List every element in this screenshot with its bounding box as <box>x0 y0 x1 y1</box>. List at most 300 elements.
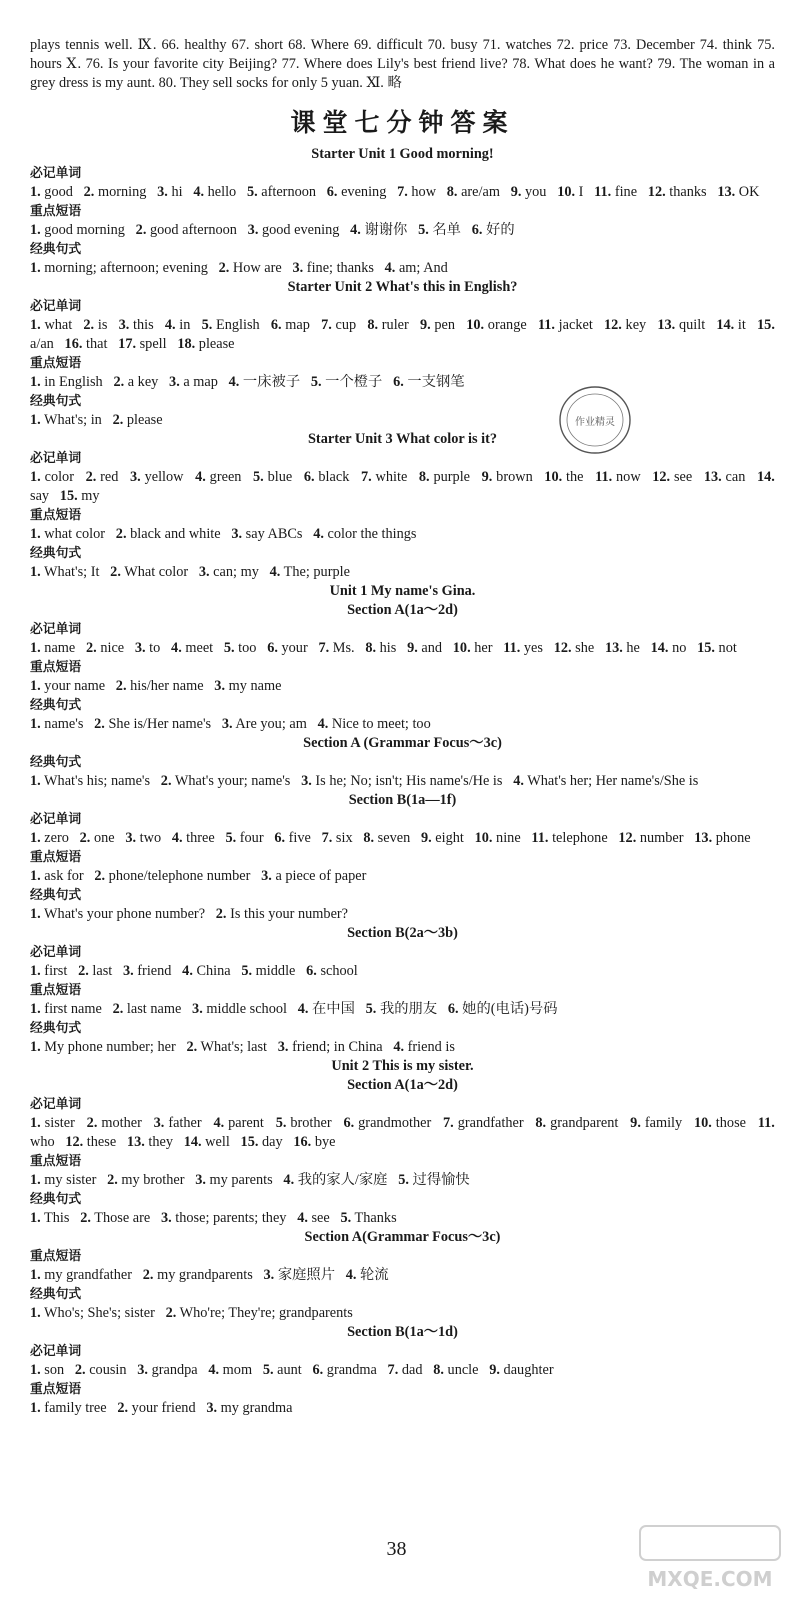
answer-text: my grandma <box>217 1400 293 1416</box>
answer-item <box>30 260 208 276</box>
answer-line <box>30 1304 775 1323</box>
answer-text: he <box>622 640 640 656</box>
answer-text: good morning <box>40 222 125 238</box>
answer-item <box>398 1172 470 1188</box>
answer-text: Nice to meet; too <box>328 716 431 732</box>
answer-item <box>267 640 308 656</box>
answer-line <box>30 563 775 582</box>
answer-text: his <box>376 640 397 656</box>
answer-item <box>216 906 348 922</box>
answer-text: please <box>123 412 163 428</box>
answer-number: 2. <box>115 678 127 694</box>
answer-text: Who's; She's; sister <box>40 1305 155 1321</box>
answer-line <box>30 259 775 278</box>
answer-line <box>30 411 775 430</box>
answer-text: five <box>285 830 311 846</box>
answer-number: 4. <box>213 1115 225 1131</box>
answer-item <box>30 1400 107 1416</box>
answer-item <box>388 1362 423 1378</box>
answer-text: fine <box>611 184 638 200</box>
answer-text: zero <box>40 830 69 846</box>
answer-number: 1. <box>30 222 41 238</box>
answer-text: who <box>30 1134 55 1150</box>
answer-number: 3. <box>221 716 233 732</box>
answer-number: 4. <box>182 963 193 979</box>
answer-item <box>648 184 707 200</box>
answer-item <box>263 1362 302 1378</box>
answer-line <box>30 677 775 696</box>
category-heading: 重点短语 <box>30 204 82 219</box>
answer-item <box>311 374 383 390</box>
answer-number: 1. <box>30 906 41 922</box>
answer-text: fine; thanks <box>303 260 374 276</box>
answer-item <box>448 1001 558 1017</box>
answer-item <box>214 678 281 694</box>
answer-number: 2. <box>115 526 127 542</box>
answer-number: 2. <box>110 564 121 580</box>
answer-text: nine <box>492 830 521 846</box>
answer-line <box>30 962 775 981</box>
answer-number: 4. <box>164 317 176 333</box>
answer-text: grandfather <box>453 1115 524 1131</box>
answer-item <box>433 1362 478 1378</box>
answer-item <box>137 1362 197 1378</box>
answer-text: hi <box>167 184 183 200</box>
answer-item <box>420 317 455 333</box>
watermark-text: MXQE.COM <box>647 1567 773 1591</box>
answer-item <box>161 1210 286 1226</box>
answer-number: 9. <box>630 1115 641 1131</box>
answer-number: 3. <box>214 678 226 694</box>
answer-item <box>30 317 72 333</box>
answer-number: 4. <box>171 830 183 846</box>
answer-number: 5. <box>253 469 264 485</box>
answer-line <box>30 183 775 202</box>
answer-number: 9. <box>407 640 418 656</box>
answer-text: a piece of paper <box>271 868 367 884</box>
answer-number: 12. <box>618 830 637 846</box>
answer-item <box>83 317 107 333</box>
answer-item <box>274 830 311 846</box>
answer-text: brown <box>492 469 533 485</box>
answer-text: Ms. <box>329 640 355 656</box>
answer-text: name's <box>40 716 84 732</box>
category-heading: 重点短语 <box>30 983 82 998</box>
answer-item <box>30 1362 64 1378</box>
answer-text: spell <box>136 336 167 352</box>
answer-number: 1. <box>30 469 41 485</box>
answer-number: 3. <box>292 260 304 276</box>
answer-text: my grandparents <box>153 1267 253 1283</box>
answer-item <box>30 526 105 542</box>
answer-line <box>30 1000 775 1019</box>
answer-text: 我的朋友 <box>376 1001 438 1017</box>
answer-text: well <box>201 1134 230 1150</box>
answer-item <box>30 184 73 200</box>
answer-number: 3. <box>195 1172 206 1188</box>
answer-number: 5. <box>310 374 322 390</box>
answer-line <box>30 867 775 886</box>
answer-text: family tree <box>40 1400 107 1416</box>
answer-text: 轮流 <box>356 1267 389 1283</box>
answer-item <box>694 1115 746 1131</box>
answer-text: Who're; They're; grandparents <box>176 1305 353 1321</box>
answer-number: 6. <box>393 374 404 390</box>
answer-item <box>219 260 282 276</box>
answer-number: 2. <box>186 1039 198 1055</box>
answer-number: 4. <box>384 260 396 276</box>
answer-number: 3. <box>261 868 272 884</box>
answer-text: What's; in <box>40 412 102 428</box>
answer-number: 12. <box>65 1134 84 1150</box>
answer-number: 9. <box>489 1362 500 1378</box>
answer-number: 2. <box>165 1305 177 1321</box>
answer-line <box>30 829 775 848</box>
answer-text: parent <box>224 1115 264 1131</box>
answer-number: 15. <box>697 640 715 656</box>
answer-item <box>135 640 160 656</box>
answer-text: grandparent <box>546 1115 619 1131</box>
answer-text: What's her; Her name's/She is <box>523 773 699 789</box>
answer-page <box>30 36 775 1418</box>
intro-paragraph: plays tennis well. Ⅸ. 66. healthy 67. short 68. Where 69. difficult 70. busy 71. watches 72. price 73. December 74. think 75. hours Ⅹ. 76. Is your favorite city Beijing? 77. Where does Lily's best friend live? 78. What does he want? 79. The woman in a grey dress is my aunt. 80. They sell socks for only 5 yuan. Ⅺ. 略 <box>30 37 775 91</box>
answer-number: 3. <box>153 1115 165 1131</box>
answer-number: 8. <box>535 1115 547 1131</box>
answer-item <box>161 773 291 789</box>
answer-number: 16. <box>293 1134 312 1150</box>
answer-number: 13. <box>717 184 736 200</box>
answer-item <box>697 640 737 656</box>
answer-number: 7. <box>443 1115 454 1131</box>
answer-text: am; And <box>395 260 448 276</box>
category-heading: 必记单词 <box>30 1344 82 1359</box>
answer-item <box>65 336 108 352</box>
answer-number: 2. <box>112 1001 124 1017</box>
answer-number: 2. <box>142 1267 154 1283</box>
answer-number: 7. <box>387 1362 399 1378</box>
answer-line <box>30 1038 775 1057</box>
answer-text: I <box>575 184 584 200</box>
answer-number: 7. <box>360 469 372 485</box>
answer-text: in English <box>40 374 103 390</box>
answer-item <box>177 336 234 352</box>
answer-number: 5. <box>340 1210 352 1226</box>
answer-text: my brother <box>117 1172 185 1188</box>
answer-item <box>30 412 102 428</box>
answer-number: 3. <box>125 830 137 846</box>
answer-text: a key <box>124 374 159 390</box>
answer-text: thanks <box>665 184 707 200</box>
answer-text: family <box>640 1115 683 1131</box>
section-title: Starter Unit 3 What color is it? <box>307 431 498 447</box>
answer-item <box>443 1115 524 1131</box>
answer-text: first name <box>40 1001 102 1017</box>
answer-number: 5. <box>223 640 235 656</box>
answer-text: hello <box>204 184 237 200</box>
answer-item <box>171 640 213 656</box>
answer-text: son <box>40 1362 65 1378</box>
answer-text: yellow <box>140 469 184 485</box>
answer-number: 18. <box>177 336 196 352</box>
answer-text: father <box>164 1115 202 1131</box>
answer-number: 5. <box>398 1172 409 1188</box>
answer-line <box>30 316 775 354</box>
answer-text: color <box>40 469 74 485</box>
answer-number: 5. <box>275 1115 287 1131</box>
answer-item <box>110 564 188 580</box>
answer-number: 5. <box>201 317 213 333</box>
answer-number: 8. <box>446 184 458 200</box>
answer-text: Is he; No; isn't; His name's/He is <box>311 773 503 789</box>
answer-number: 1. <box>30 1362 41 1378</box>
answer-text: pen <box>430 317 456 333</box>
category-heading: 经典句式 <box>30 888 82 903</box>
answer-number: 7. <box>318 640 330 656</box>
answer-number: 12. <box>603 317 622 333</box>
answer-text: last <box>88 963 113 979</box>
answer-item <box>503 640 543 656</box>
answer-text: meet <box>181 640 214 656</box>
answer-item <box>186 1039 267 1055</box>
answer-item <box>202 317 260 333</box>
answer-text: What's; It <box>40 564 100 580</box>
answer-item <box>419 469 470 485</box>
answer-item <box>418 222 461 238</box>
answer-line <box>30 639 775 658</box>
answer-text: She is/Her name's <box>104 716 212 732</box>
answer-number: 3. <box>263 1267 275 1283</box>
category-heading: 经典句式 <box>30 1287 82 1302</box>
answer-item <box>453 640 493 656</box>
answer-number: 3. <box>134 640 146 656</box>
category-heading: 必记单词 <box>30 299 82 314</box>
section-title: Section B(1a～1d) <box>347 1324 458 1340</box>
answer-text: too <box>234 640 257 656</box>
answer-number: 4. <box>193 184 205 200</box>
answer-text: please <box>195 336 235 352</box>
answer-number: 3. <box>157 184 168 200</box>
answer-number: 6. <box>303 469 315 485</box>
answer-number: 4. <box>393 1039 405 1055</box>
answer-number: 4. <box>208 1362 220 1378</box>
category-heading: 经典句式 <box>30 242 82 257</box>
answer-text: telephone <box>548 830 608 846</box>
answer-number: 3. <box>122 963 134 979</box>
answer-item <box>30 1115 75 1131</box>
answer-text: middle <box>252 963 296 979</box>
answer-text: dad <box>398 1362 423 1378</box>
answer-item <box>313 526 416 542</box>
answer-item <box>60 488 100 504</box>
answer-text: 一个橙子 <box>321 374 383 390</box>
answer-text: see <box>307 1210 330 1226</box>
answer-number: 2. <box>94 868 106 884</box>
answer-number: 1. <box>30 830 41 846</box>
answer-text: 好的 <box>482 222 515 238</box>
answer-text: key <box>621 317 647 333</box>
answer-text: good <box>40 184 73 200</box>
answer-text: good afternoon <box>146 222 237 238</box>
answer-number: 9. <box>419 317 431 333</box>
answer-text: her <box>470 640 493 656</box>
answer-number: 6. <box>447 1001 459 1017</box>
answer-number: 4. <box>345 1267 357 1283</box>
answer-item <box>169 374 218 390</box>
answer-item <box>30 1039 176 1055</box>
answer-number: 5. <box>365 1001 377 1017</box>
answer-item <box>123 963 171 979</box>
answer-item <box>86 640 124 656</box>
answer-line <box>30 1209 775 1228</box>
answer-number: 3. <box>198 564 210 580</box>
answer-item <box>30 716 83 732</box>
answer-number: 8. <box>363 830 375 846</box>
answer-item <box>385 260 448 276</box>
section-title: Section B(1a—1f) <box>348 792 457 808</box>
answer-item <box>343 1115 431 1131</box>
answer-text: afternoon <box>257 184 317 200</box>
category-heading: 重点短语 <box>30 850 82 865</box>
answer-item <box>206 1400 292 1416</box>
answer-number: 5. <box>262 1362 274 1378</box>
answer-line <box>30 772 775 791</box>
answer-number: 2. <box>215 906 227 922</box>
answer-text: 谢谢你 <box>360 222 408 238</box>
answer-number: 8. <box>367 317 379 333</box>
answer-number: 14. <box>716 317 735 333</box>
answer-item <box>80 830 115 846</box>
category-heading: 经典句式 <box>30 755 82 770</box>
answer-number: 1. <box>30 1305 41 1321</box>
answer-number: 17. <box>118 336 137 352</box>
answer-number: 2. <box>83 184 95 200</box>
answer-item <box>321 317 356 333</box>
answer-text: white <box>371 469 408 485</box>
answer-item <box>192 1001 287 1017</box>
answer-text: three <box>182 830 215 846</box>
answer-line <box>30 221 775 240</box>
answer-text: What's his; name's <box>40 773 151 789</box>
answer-number: 4. <box>313 526 324 542</box>
answer-number: 1. <box>30 1210 41 1226</box>
answer-text: ruler <box>378 317 409 333</box>
answer-text: bye <box>311 1134 336 1150</box>
answer-item <box>125 830 161 846</box>
answer-text: seven <box>374 830 411 846</box>
answer-text: Are you; am <box>232 716 307 732</box>
answer-item <box>30 1001 102 1017</box>
answer-text: blue <box>263 469 293 485</box>
category-heading: 经典句式 <box>30 1192 82 1207</box>
answer-item <box>605 640 640 656</box>
answer-item <box>30 469 74 485</box>
answer-line <box>30 1361 775 1380</box>
answer-item <box>224 640 257 656</box>
answer-item <box>225 830 263 846</box>
answer-text: can; my <box>209 564 259 580</box>
answer-number: 1. <box>30 1039 41 1055</box>
answer-item <box>397 184 436 200</box>
answer-item <box>341 1210 397 1226</box>
answer-number: 4. <box>195 469 206 485</box>
answer-item <box>30 963 67 979</box>
answer-item <box>535 1115 618 1131</box>
answer-text: not <box>714 640 737 656</box>
answer-number: 6. <box>312 1362 324 1378</box>
answer-item <box>350 222 407 238</box>
answer-item <box>107 1172 184 1188</box>
answer-item <box>248 222 340 238</box>
answer-item <box>253 469 292 485</box>
answer-text: 名单 <box>428 222 461 238</box>
answer-text: she <box>571 640 595 656</box>
answer-item <box>271 317 310 333</box>
answer-item <box>30 640 75 656</box>
answer-item <box>94 868 250 884</box>
answer-item <box>247 184 316 200</box>
answer-number: 5. <box>418 222 429 238</box>
category-heading: 必记单词 <box>30 945 82 960</box>
answer-number: 7. <box>321 830 333 846</box>
answer-text: friend; in China <box>288 1039 383 1055</box>
answer-text: uncle <box>443 1362 479 1378</box>
answer-text: What's your; name's <box>171 773 291 789</box>
answer-item <box>118 336 166 352</box>
answer-number: 3. <box>137 1362 149 1378</box>
answer-text: these <box>83 1134 117 1150</box>
answer-number: 13. <box>657 317 676 333</box>
answer-item <box>119 317 154 333</box>
answer-item <box>195 1172 272 1188</box>
answer-item <box>554 640 595 656</box>
category-heading: 重点短语 <box>30 1154 82 1169</box>
answer-number: 2. <box>83 317 95 333</box>
answer-item <box>538 317 593 333</box>
answer-number: 1. <box>30 1400 41 1416</box>
answer-item <box>113 374 158 390</box>
answer-item <box>195 469 241 485</box>
answer-text: a map <box>179 374 218 390</box>
answer-number: 12. <box>647 184 666 200</box>
answer-text: phone/telephone number <box>105 868 251 884</box>
answer-text: quilt <box>675 317 706 333</box>
answer-text: What's your phone number? <box>40 906 206 922</box>
section-title: Section A(1a～2d) <box>347 602 458 618</box>
answer-item <box>30 1172 96 1188</box>
answer-number: 1. <box>30 773 41 789</box>
answer-text: those; parents; they <box>171 1210 287 1226</box>
answer-text: red <box>96 469 119 485</box>
answer-number: 13. <box>703 469 722 485</box>
answer-number: 4. <box>283 1172 295 1188</box>
answer-number: 2. <box>85 469 97 485</box>
answer-number: 10. <box>474 830 493 846</box>
answer-item <box>618 830 683 846</box>
answer-text: China <box>192 963 231 979</box>
answer-item <box>466 317 527 333</box>
answer-number: 3. <box>247 222 259 238</box>
answer-number: 14. <box>650 640 669 656</box>
answer-text: grandmother <box>354 1115 432 1131</box>
answer-text: daughter <box>499 1362 554 1378</box>
answer-text: those <box>711 1115 746 1131</box>
answer-text: your friend <box>128 1400 196 1416</box>
answer-item <box>472 222 515 238</box>
category-heading: 经典句式 <box>30 698 82 713</box>
answer-item <box>651 640 687 656</box>
answer-item <box>327 184 387 200</box>
answer-text: How are <box>229 260 282 276</box>
